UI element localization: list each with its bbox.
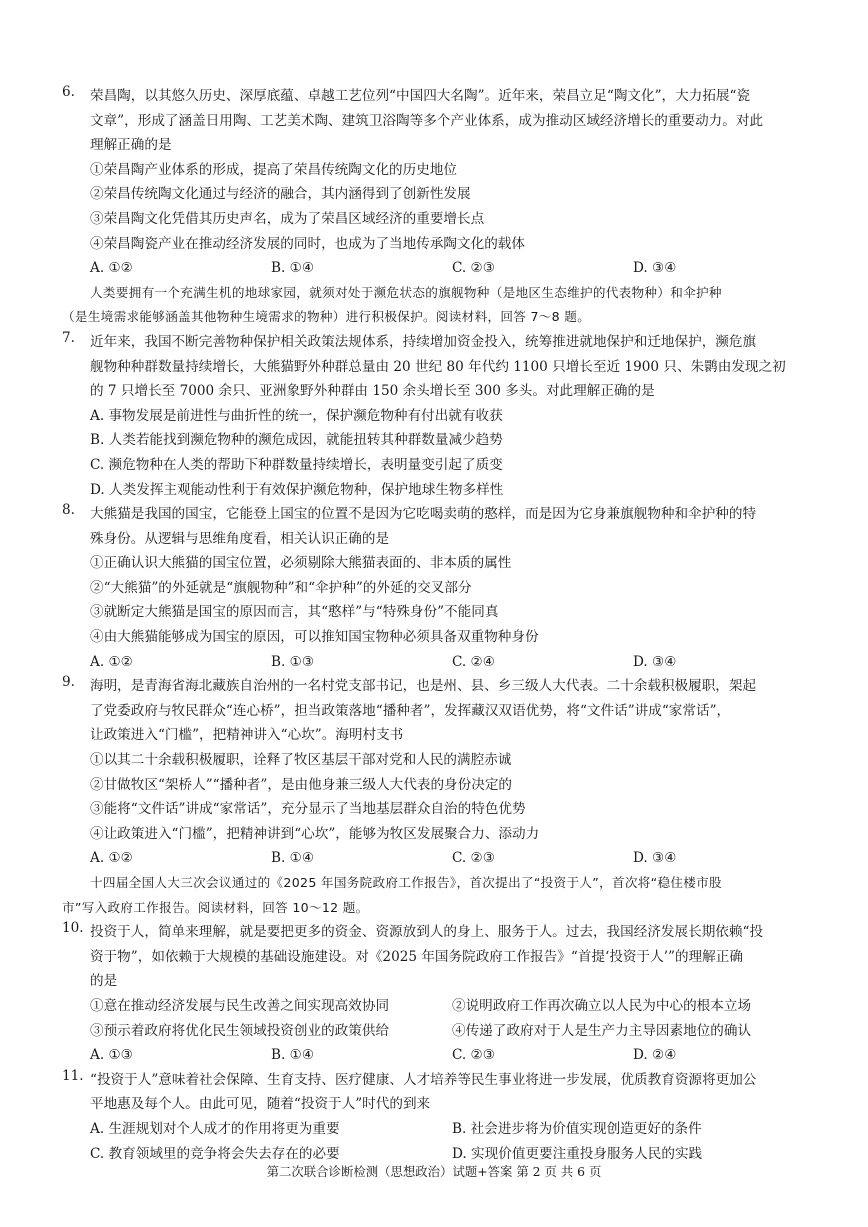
question-number: 7. bbox=[62, 329, 75, 346]
question-stem-line: 的 7 只增长至 7000 余只、亚洲象野外种群由 150 余头增长至 300 多头。对此理解正确的是 bbox=[90, 383, 655, 400]
option-a: A. ①② bbox=[90, 260, 133, 277]
option-c: C. ②③ bbox=[452, 850, 495, 867]
question-number: 10. bbox=[62, 920, 84, 937]
question-8 bbox=[62, 502, 814, 650]
answer-options bbox=[62, 650, 814, 675]
question-stem-line: 荣昌陶，以其悠久历史、深厚底蕴、卓越工艺位列“中国四大名陶”。近年来，荣昌立足“陶文化”，大力拓展“瓷 bbox=[90, 88, 751, 104]
statement-item: ④由大熊猫能够成为国宝的原因，可以推知国宝物种必须具备双重物种身份 bbox=[90, 629, 539, 646]
statement-item: ④荣昌陶瓷产业在推动经济发展的同时，也成为了当地传承陶文化的载体 bbox=[90, 235, 525, 252]
question-9 bbox=[62, 674, 814, 846]
question-stem-line: 投资于人，简单来理解，就是要把更多的资金、资源放到人的身上、服务于人。过去，我国经济发展长期依赖“投 bbox=[90, 924, 764, 941]
option-b: B. 人类若能找到濒危物种的濒危成因，就能扭转其种群数量减少趋势 bbox=[90, 432, 503, 449]
question-stem-line: 殊身份。从逻辑与思维角度看，相关认识正确的是 bbox=[90, 530, 390, 547]
question-stem-line: 平地惠及每个人。由此可见，随着“投资于人”时代的到来 bbox=[90, 1096, 431, 1113]
question-stem-line: 大熊猫是我国的国宝，它能登上国宝的位置不是因为它吃喝卖萌的憨样，而是因为它身兼旗舰物种和伞护种的特 bbox=[90, 506, 757, 523]
statement-row bbox=[62, 994, 814, 1019]
question-10 bbox=[62, 920, 814, 994]
reading-material-line: 市”写入政府工作报告。阅读材料，回答 10～12 题。 bbox=[62, 899, 369, 915]
option-d: D. 实现价值更要注重投身服务人民的实践 bbox=[452, 1145, 703, 1162]
option-a: A. 事物发展是前进性与曲折性的统一，保护濒危物种有付出就有收获 bbox=[90, 407, 503, 424]
question-stem-line: 了党委政府与牧民群众“连心桥”，担当政策落地“播种者”，发挥藏汉双语优势，将“文件话”讲成“家常话”， bbox=[90, 702, 731, 719]
statement-item: ①意在推动经济发展与民生改善之间实现高效协同 bbox=[90, 997, 390, 1014]
answer-options bbox=[62, 256, 814, 281]
option-d: D. ③④ bbox=[633, 260, 677, 277]
answer-options bbox=[62, 1043, 814, 1068]
statement-item: ③荣昌陶文化凭借其历史声名，成为了荣昌区域经济的重要增长点 bbox=[90, 210, 485, 227]
statement-item: ③能将“文件话”讲成“家常话”，充分显示了当地基层群众自治的特色优势 bbox=[90, 801, 526, 818]
option-a: A. ①② bbox=[90, 850, 133, 867]
question-stem-line: 资于物”，如依赖于大规模的基础设施建设。对《2025 年国务院政府工作报告》“首提‘投资于人’”的理解正确 bbox=[90, 948, 743, 965]
question-stem-line: “投资于人”意味着社会保障、生育支持、医疗健康、人才培养等民生事业将进一步发展，优质教育资源将更加公 bbox=[90, 1071, 757, 1088]
statement-item: ④传递了政府对于人是生产力主导因素地位的确认 bbox=[452, 1022, 752, 1039]
statement-row bbox=[62, 1019, 814, 1044]
question-11 bbox=[62, 1068, 814, 1117]
question-stem-line: 舰物种种群数量持续增长，大熊猫野外种群总量由 20 世纪 80 年代约 1100 只增长至近 1900 只、朱鹮由发现之初 bbox=[90, 358, 786, 375]
exam-page bbox=[62, 84, 814, 1166]
answer-options bbox=[62, 846, 814, 871]
option-d: D. 人类发挥主观能动性利于有效保护濒危物种，保护地球生物多样性 bbox=[90, 481, 504, 498]
question-stem-line: 的是 bbox=[90, 973, 118, 990]
option-c: C. 教育领域里的竞争将会失去存在的必要 bbox=[90, 1145, 340, 1162]
option-b: B. ①④ bbox=[271, 850, 315, 867]
statement-item: ①以其二十余载积极履职，诠释了牧区基层干部对党和人民的满腔赤诚 bbox=[90, 752, 512, 769]
question-number: 11. bbox=[62, 1067, 84, 1084]
option-c: C. ②③ bbox=[452, 260, 495, 277]
statement-item: ②荣昌传统陶文化通过与经济的融合，其内涵得到了创新性发展 bbox=[90, 186, 471, 203]
statement-item: ②“大熊猫”的外延就是“旗舰物种”和“伞护种”的外延的交叉部分 bbox=[90, 579, 472, 596]
statement-item: ①荣昌陶产业体系的形成，提高了荣昌传统陶文化的历史地位 bbox=[90, 161, 458, 178]
option-c: C. ②④ bbox=[452, 653, 495, 670]
statement-item: ④让政策进入“门槛”，把精神讲到“心坎”，能够为牧区发展聚合力、添动力 bbox=[90, 825, 540, 842]
statement-item: ②甘做牧区“架桥人”“播种者”，是由他身兼三级人大代表的身份决定的 bbox=[90, 776, 513, 793]
option-a: A. ①③ bbox=[90, 1047, 133, 1064]
option-b: B. ①④ bbox=[271, 260, 315, 277]
question-6 bbox=[62, 84, 814, 256]
option-b: B. ①③ bbox=[271, 653, 315, 670]
statement-item: ③预示着政府将优化民生领域投资创业的政策供给 bbox=[90, 1022, 390, 1039]
question-number: 9. bbox=[62, 674, 75, 691]
option-c: C. 濒危物种在人类的帮助下种群数量持续增长，表明量变引起了质变 bbox=[90, 456, 503, 473]
option-b: B. 社会进步将为价值实现创造更好的条件 bbox=[452, 1120, 702, 1137]
option-d: D. ③④ bbox=[633, 850, 677, 867]
statement-item: ③就断定大熊猫是国宝的原因而言，其“憨样”与“特殊身份”不能同真 bbox=[90, 604, 499, 621]
question-stem-line: 理解正确的是 bbox=[90, 137, 172, 154]
question-stem-line: 海明，是青海省海北藏族自治州的一名村党支部书记，也是州、县、乡三级人大代表。二十余载积极履职，架起 bbox=[90, 678, 757, 695]
option-c: C. ②③ bbox=[452, 1047, 495, 1064]
question-number: 6. bbox=[62, 84, 75, 100]
answer-options-row bbox=[62, 1117, 814, 1142]
statement-item: ①正确认识大熊猫的国宝位置，必须剔除大熊猫表面的、非本质的属性 bbox=[90, 555, 512, 572]
option-d: D. ②④ bbox=[633, 1047, 677, 1064]
reading-material-line: 人类要拥有一个充满生机的地球家园，就须对处于濒危状态的旗舰物种（是地区生态维护的代表物种）和伞护种 bbox=[90, 284, 722, 300]
option-d: D. ③④ bbox=[633, 653, 677, 670]
option-a: A. 生涯规划对个人成才的作用将更为重要 bbox=[90, 1120, 340, 1137]
question-stem-line: 让政策进入“门槛”，把精神讲入“心坎”。海明村支书 bbox=[90, 727, 404, 744]
option-a: A. ①② bbox=[90, 653, 133, 670]
reading-material-line: 十四届全国人大三次会议通过的《2025 年国务院政府工作报告》，首次提出了“投资于人”，首次将“稳住楼市股 bbox=[90, 875, 722, 890]
statement-item: ②说明政府工作再次确立以人民为中心的根本立场 bbox=[452, 997, 752, 1014]
question-stem-line: 近年来，我国不断完善物种保护相关政策法规体系，持续增加资金投入，统筹推进就地保护和迁地保护，濒危旗 bbox=[90, 333, 757, 350]
question-7 bbox=[62, 330, 814, 502]
option-b: B. ①④ bbox=[271, 1047, 315, 1064]
question-stem-line: 文章”，形成了涵盖日用陶、工艺美术陶、建筑卫浴陶等多个产业体系，成为推动区域经济增长的重要动力。对此 bbox=[90, 112, 764, 129]
page-footer: 第二次联合诊断检测（思想政治）试题+答案 第 2 页 共 6 页 bbox=[266, 1164, 602, 1179]
question-number: 8. bbox=[62, 502, 75, 519]
reading-material-line: （是生境需求能够涵盖其他物种生境需求的物种）进行积极保护。阅读材料，回答 7～8 题。 bbox=[62, 309, 591, 325]
